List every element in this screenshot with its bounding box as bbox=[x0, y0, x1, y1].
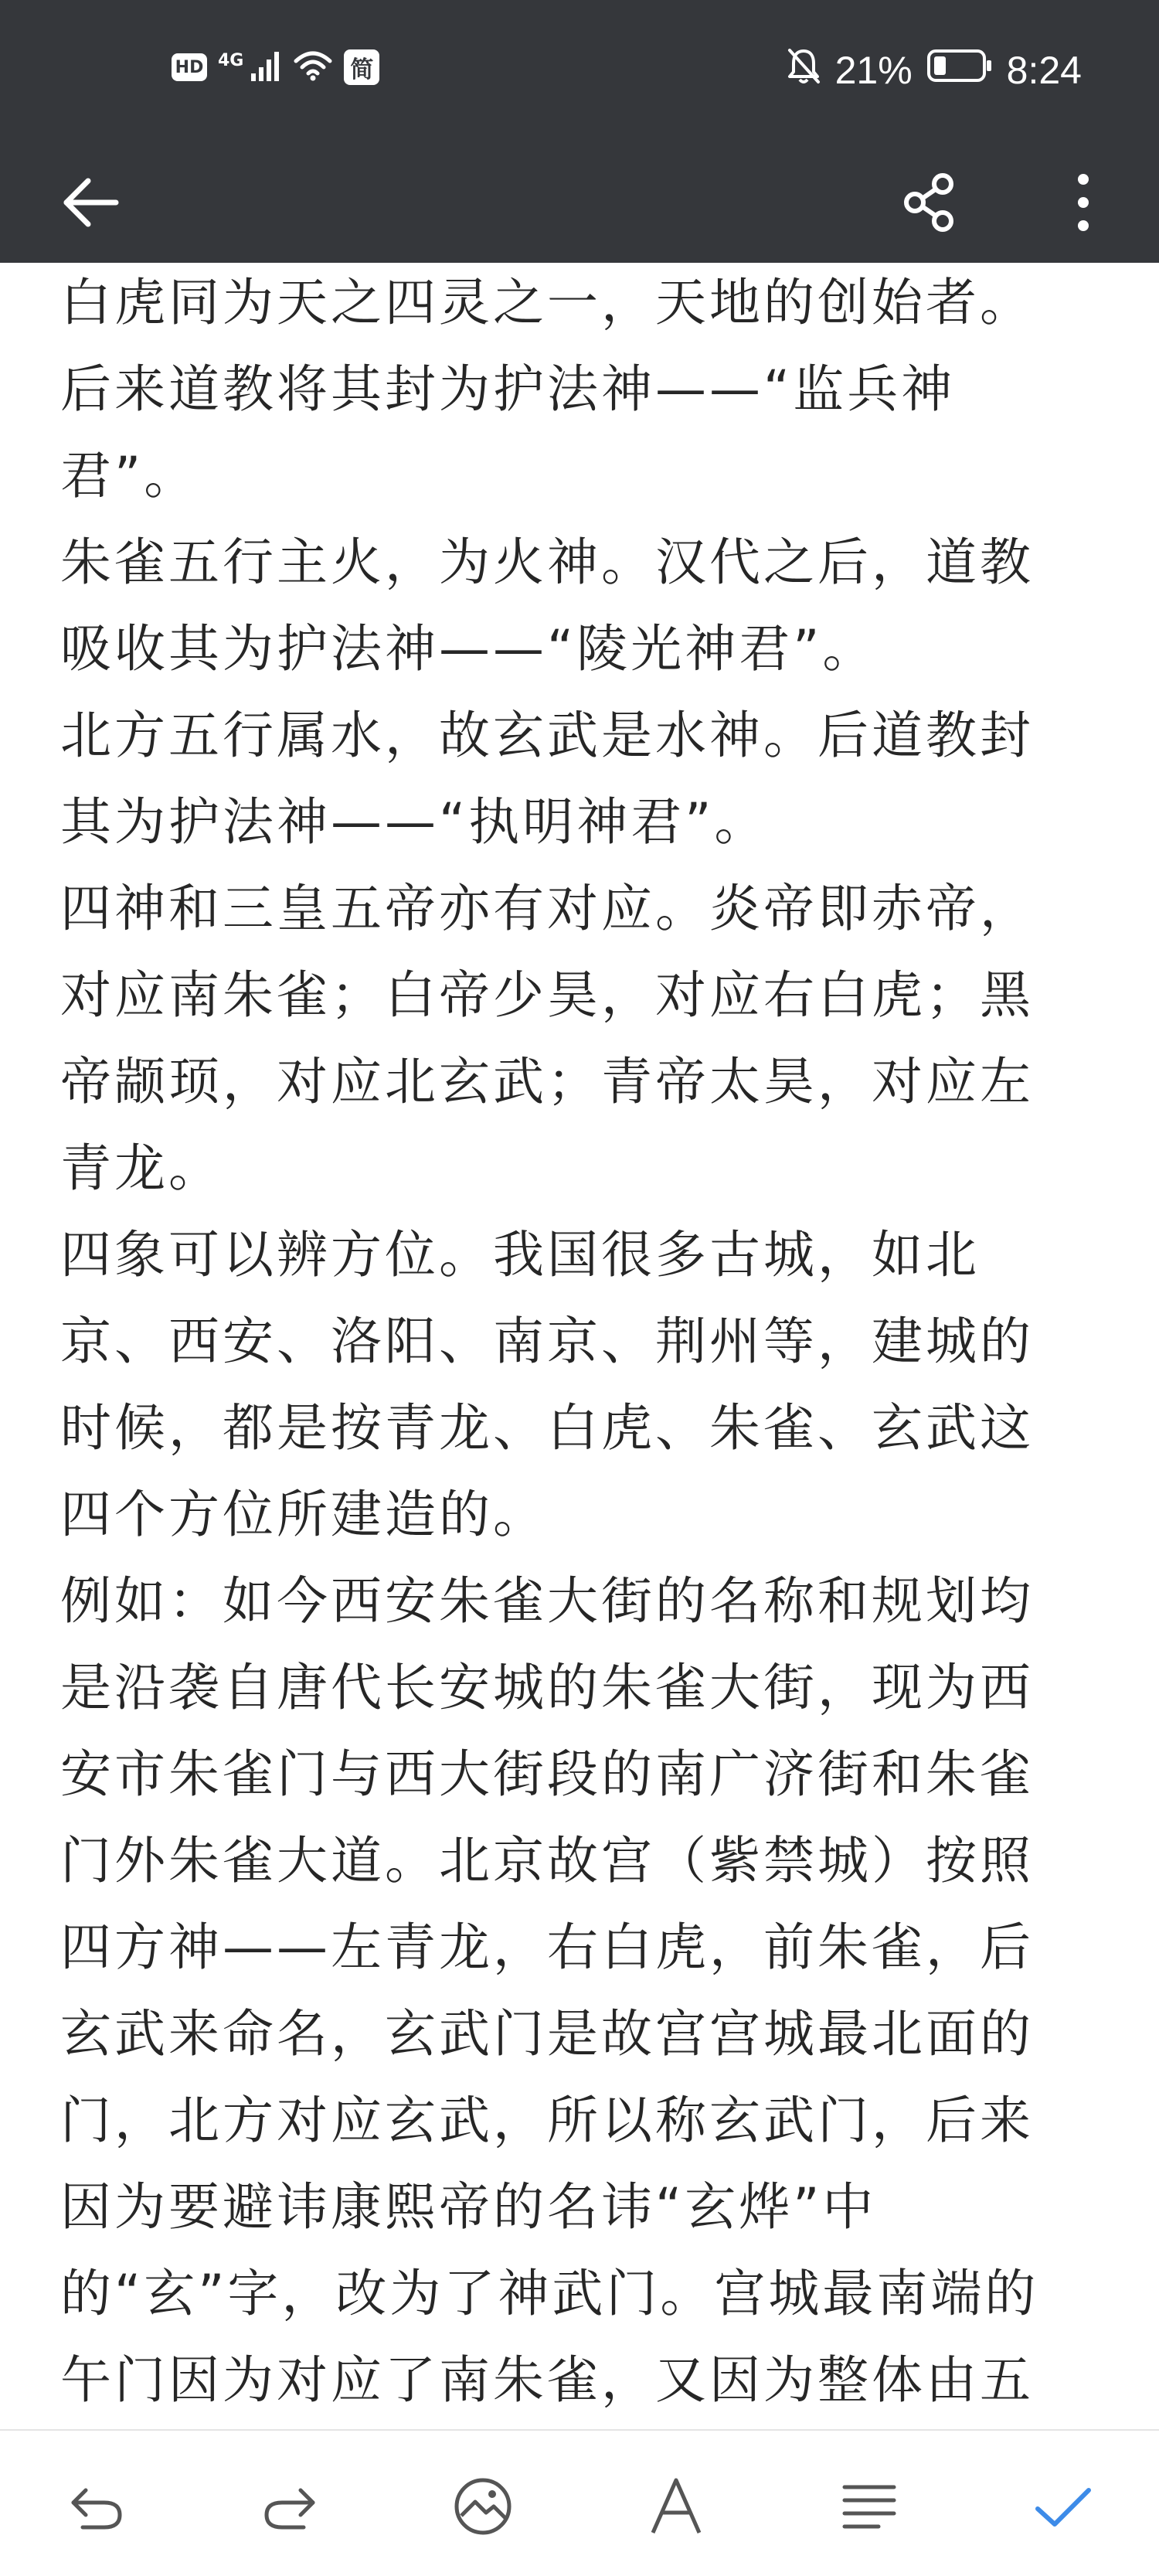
undo-icon bbox=[66, 2479, 127, 2537]
text-line: 青龙。 bbox=[60, 1138, 223, 1198]
confirm-button[interactable] bbox=[1020, 2469, 1105, 2547]
confirm-check-icon bbox=[1032, 2479, 1093, 2537]
signal-bars-icon bbox=[250, 50, 282, 84]
mute-bell-icon bbox=[786, 46, 821, 94]
text-line: 京、西安、洛阳、南京、荆州等，建城的 bbox=[60, 1312, 1034, 1371]
paragraph[interactable] bbox=[60, 519, 1088, 692]
insert-image-button[interactable] bbox=[440, 2469, 525, 2547]
status-bar bbox=[0, 0, 1159, 147]
text-line: 玄武来命名，玄武门是故宫宫城最北面的 bbox=[60, 2004, 1034, 2064]
text-format-icon bbox=[645, 2476, 707, 2540]
simplified-chinese-badge: 简 bbox=[344, 49, 379, 85]
hd-voice-icon: HD bbox=[172, 53, 207, 81]
text-line: 后来道教将其封为护法神——“监兵神 bbox=[60, 359, 956, 419]
text-line: 四个方位所建造的。 bbox=[60, 1485, 547, 1544]
text-line: 因为要避讳康熙帝的名讳“玄烨”中 bbox=[60, 2177, 877, 2237]
text-line: 帝颛顼，对应北玄武；青帝太昊，对应左 bbox=[60, 1052, 1034, 1111]
back-arrow-icon bbox=[62, 178, 121, 230]
app-bar bbox=[0, 147, 1159, 263]
text-line: 白虎同为天之四灵之一，天地的创始者。 bbox=[60, 273, 1034, 332]
text-line: 北方五行属水，故玄武是水神。后道教封 bbox=[60, 706, 1034, 765]
text-line: 四方神——左青龙，右白虎，前朱雀，后 bbox=[60, 1918, 1034, 1977]
paragraph[interactable] bbox=[60, 1212, 1088, 1558]
paragraph[interactable] bbox=[60, 1558, 1088, 2424]
text-line: 门，北方对应玄武，所以称玄武门，后来 bbox=[60, 2091, 1034, 2150]
clock-time: 8:24 bbox=[1006, 49, 1082, 92]
back-button[interactable] bbox=[51, 164, 131, 244]
insert-image-icon bbox=[452, 2476, 514, 2540]
battery-percent: 21% bbox=[834, 49, 913, 92]
text-line: 四象可以辨方位。我国很多古城，如北 bbox=[60, 1225, 980, 1285]
text-line: 时候，都是按青龙、白虎、朱雀、玄武这 bbox=[60, 1398, 1034, 1458]
text-line: 例如：如今西安朱雀大街的名称和规划均 bbox=[60, 1571, 1034, 1631]
text-line: 君”。 bbox=[60, 446, 199, 505]
redo-icon bbox=[259, 2479, 321, 2537]
paragraph[interactable] bbox=[60, 692, 1088, 866]
battery-icon bbox=[926, 48, 993, 93]
more-options-button[interactable] bbox=[1043, 164, 1123, 244]
status-left-group bbox=[172, 49, 379, 85]
text-line: 午门因为对应了南朱雀，又因为整体由五 bbox=[60, 2350, 1034, 2410]
paragraph[interactable] bbox=[60, 263, 1088, 519]
text-line: 的“玄”字，改为了神武门。宫城最南端的 bbox=[60, 2264, 1039, 2323]
text-line: 安市朱雀门与西大街段的南广济街和朱雀 bbox=[60, 1744, 1034, 1804]
more-vertical-icon bbox=[1076, 173, 1091, 235]
share-icon bbox=[899, 172, 958, 237]
editor-toolbar bbox=[0, 2429, 1159, 2576]
text-line: 对应南朱雀；白帝少昊，对应右白虎；黑 bbox=[60, 965, 1034, 1025]
document-editor[interactable] bbox=[0, 263, 1159, 2429]
paragraph[interactable] bbox=[60, 866, 1088, 1212]
text-line: 是沿袭自唐代长安城的朱雀大街，现为西 bbox=[60, 1658, 1034, 1717]
text-format-button[interactable] bbox=[634, 2469, 719, 2547]
text-line: 朱雀五行主火，为火神。汉代之后，道教 bbox=[60, 533, 1034, 592]
text-line: 其为护法神——“执明神君”。 bbox=[60, 792, 769, 852]
wifi-icon bbox=[293, 50, 333, 84]
text-line: 门外朱雀大道。北京故宫（紫禁城）按照 bbox=[60, 1831, 1034, 1890]
text-line: 吸收其为护法神——“陵光神君”。 bbox=[60, 619, 877, 679]
redo-button[interactable] bbox=[247, 2469, 332, 2547]
network-type-label: 4G bbox=[218, 51, 244, 70]
undo-button[interactable] bbox=[54, 2469, 139, 2547]
paragraph-align-button[interactable] bbox=[827, 2469, 912, 2547]
status-right-group bbox=[786, 46, 1082, 94]
text-line: 四神和三皇五帝亦有对应。炎帝即赤帝， bbox=[60, 879, 1034, 938]
paragraph-align-icon bbox=[838, 2479, 900, 2537]
share-button[interactable] bbox=[889, 164, 969, 244]
